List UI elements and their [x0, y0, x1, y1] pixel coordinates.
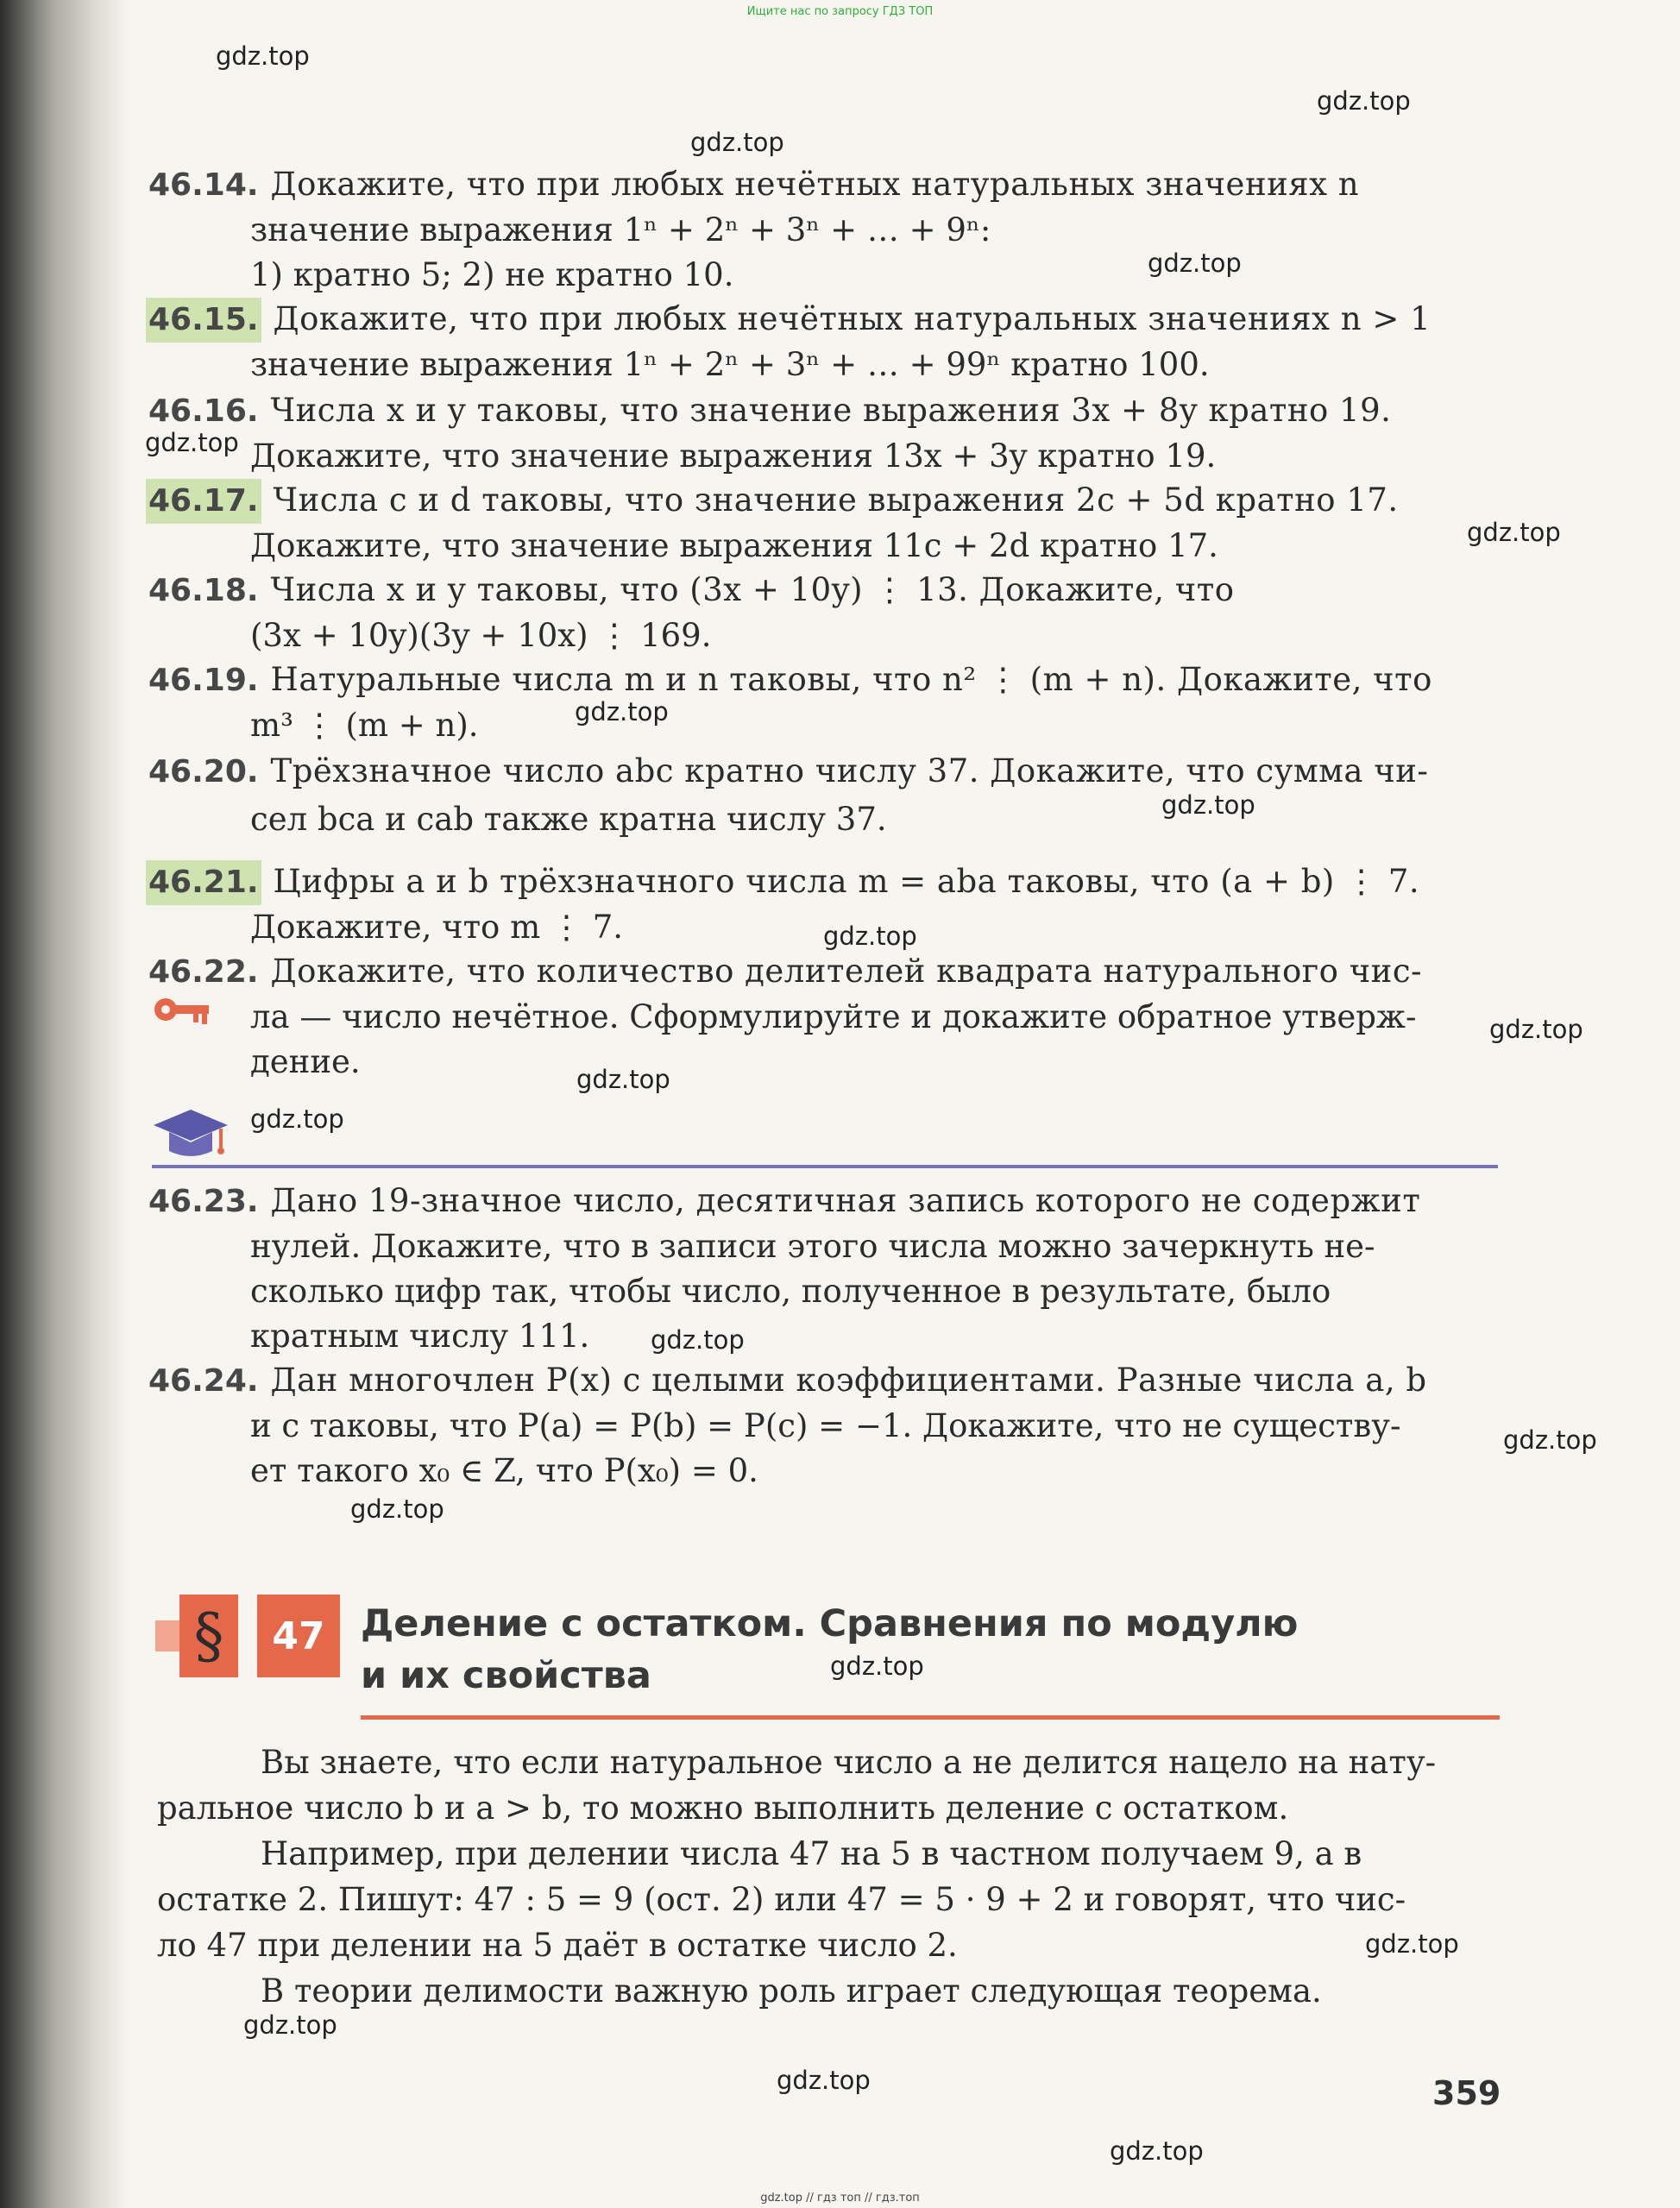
- problem-number: 46.18.: [148, 573, 259, 608]
- problem-46-18: [148, 568, 1516, 658]
- paragraph-line: В теории делимости важную роль играет следующая теорема.: [261, 1972, 1322, 2010]
- problem-text: Докажите, что при любых нечётных натуральных значениях n > 1: [273, 300, 1431, 337]
- problem-text: m³ ⋮ (m + n).: [250, 707, 479, 744]
- problem-46-19: [148, 657, 1516, 748]
- problem-text: Докажите, что m ⋮ 7.: [250, 909, 624, 946]
- problem-number: 46.23.: [148, 1184, 259, 1219]
- problem-text: Числа c и d таковы, что значение выражения 2c + 5d кратно 17.: [273, 481, 1399, 519]
- problem-text: кратным числу 111.: [250, 1318, 590, 1355]
- problem-text: сколько цифр так, чтобы число, полученное в результате, было: [250, 1273, 1331, 1310]
- section-title-line: Деление с остатком. Сравнения по модулю: [361, 1602, 1299, 1645]
- problem-46-22: [148, 949, 1516, 1085]
- watermark: gdz.top: [1365, 1929, 1459, 1959]
- problem-text: Числа x и y таковы, что значение выражения 3x + 8y кратно 19.: [270, 392, 1392, 429]
- problem-46-16: [148, 388, 1516, 479]
- problem-text: Докажите, что при любых нечётных натуральных значениях n: [270, 166, 1360, 203]
- problem-text: Цифры a и b трёхзначного числа m = aba таковы, что (a + b) ⋮ 7.: [273, 863, 1420, 900]
- problem-46-14: [148, 162, 1516, 298]
- problem-number: 46.14.: [148, 167, 259, 203]
- problem-number: 46.16.: [148, 393, 259, 429]
- problem-46-23: [148, 1179, 1516, 1359]
- problem-text: и c таковы, что P(a) = P(b) = P(c) = −1. Докажите, что не существу-: [250, 1407, 1401, 1444]
- key-icon: [152, 991, 211, 1029]
- problem-number: 46.19.: [148, 663, 259, 698]
- problem-text: Докажите, что значение выражения 13x + 3y кратно 19.: [250, 437, 1217, 475]
- problem-text: (3x + 10y)(3y + 10x) ⋮ 169.: [250, 617, 712, 654]
- problem-text: Числа x и y таковы, что (3x + 10y) ⋮ 13. Докажите, что: [270, 571, 1235, 608]
- problem-number: 46.22.: [148, 954, 259, 990]
- problem-number: 46.21.: [146, 860, 261, 905]
- header-note: Ищите нас по запросу ГДЗ ТОП: [746, 5, 934, 18]
- problem-46-20: [148, 749, 1516, 845]
- watermark: gdz.top: [1503, 1425, 1597, 1455]
- paragraph-2: [157, 1831, 1503, 1968]
- section-title: [361, 1598, 1482, 1702]
- watermark: gdz.top: [1161, 790, 1255, 820]
- watermark: gdz.top: [1110, 2136, 1204, 2166]
- problem-text: Трёхзначное число abc кратно числу 37. Докажите, что сумма чи-: [270, 752, 1429, 789]
- watermark: gdz.top: [777, 2066, 871, 2095]
- paragraph-line: ральное число b и a > b, то можно выполнить деление с остатком.: [157, 1790, 1289, 1827]
- problem-text: значение выражения 1ⁿ + 2ⁿ + 3ⁿ + … + 9ⁿ:: [250, 211, 991, 248]
- watermark: gdz.top: [350, 1494, 444, 1524]
- watermark: gdz.top: [690, 128, 784, 157]
- section-number: 47: [257, 1595, 340, 1677]
- problem-46-24: [148, 1358, 1516, 1494]
- paragraph-line: Вы знаете, что если натуральное число a не делится нацело на нату-: [261, 1744, 1437, 1781]
- problem-text: значение выражения 1ⁿ + 2ⁿ + 3ⁿ + … + 99ⁿ кратно 100.: [250, 346, 1210, 383]
- watermark: gdz.top: [1317, 86, 1411, 116]
- advanced-problems-divider: [152, 1165, 1498, 1168]
- problem-text: ет такого x₀ ∈ Z, что P(x₀) = 0.: [250, 1452, 758, 1489]
- watermark: gdz.top: [216, 41, 310, 71]
- problem-text: Натуральные числа m и n таковы, что n² ⋮ (m + n). Докажите, что: [270, 661, 1432, 698]
- watermark: gdz.top: [1467, 518, 1561, 547]
- problem-text: Дано 19-значное число, десятичная запись которого не содержит: [270, 1182, 1421, 1219]
- problem-number: 46.15.: [146, 298, 261, 343]
- problem-number: 46.17.: [146, 479, 261, 524]
- problem-46-17: [148, 478, 1516, 569]
- watermark: gdz.top: [1489, 1015, 1583, 1044]
- problem-text: Докажите, что значение выражения 11c + 2d кратно 17.: [250, 527, 1218, 564]
- section-mark-icon: [155, 1595, 238, 1677]
- watermark: gdz.top: [830, 1651, 924, 1681]
- problem-text: Докажите, что количество делителей квадрата натурального чис-: [270, 953, 1423, 990]
- watermark: gdz.top: [576, 1065, 670, 1094]
- book-binding-shadow: [0, 0, 129, 2208]
- watermark: gdz.top: [823, 922, 917, 951]
- problem-number: 46.24.: [148, 1363, 259, 1399]
- page-number: 359: [1432, 2074, 1501, 2112]
- paragraph-line: Например, при делении числа 47 на 5 в частном получаем 9, а в: [261, 1835, 1362, 1872]
- paragraph-3: [157, 1968, 1503, 2014]
- problem-text: сел bca и cab также кратна числу 37.: [250, 801, 887, 838]
- section-title-underline: [361, 1715, 1500, 1720]
- problem-46-15: [148, 297, 1516, 387]
- problem-text: ла — число нечётное. Сформулируйте и докажите обратное утверж-: [250, 998, 1417, 1035]
- problem-text: Дан многочлен P(x) с целыми коэффициентами. Разные числа a, b: [270, 1362, 1427, 1399]
- section-title-line: и их свойства: [361, 1654, 651, 1697]
- watermark: gdz.top: [651, 1325, 745, 1355]
- watermark: gdz.top: [243, 2010, 337, 2040]
- footer-note: gdz.top // гдз топ // гдз.топ: [760, 2192, 920, 2205]
- graduation-cap-icon: [152, 1104, 230, 1165]
- watermark: gdz.top: [575, 697, 669, 727]
- paragraph-1: [157, 1739, 1503, 1831]
- paragraph-line: ло 47 при делении на 5 даёт в остатке число 2.: [157, 1927, 958, 1964]
- problem-text: дение.: [250, 1043, 361, 1080]
- paragraph-line: остатке 2. Пишут: 47 : 5 = 9 (ост. 2) или 47 = 5 · 9 + 2 и говорят, что чис-: [157, 1881, 1406, 1918]
- problem-number: 46.20.: [148, 754, 259, 789]
- watermark: gdz.top: [1148, 248, 1242, 278]
- section-symbol: §: [193, 1601, 224, 1671]
- watermark: gdz.top: [250, 1104, 344, 1134]
- problem-text: нулей. Докажите, что в записи этого числа можно зачеркнуть не-: [250, 1228, 1375, 1265]
- problem-text: 1) кратно 5; 2) не кратно 10.: [250, 256, 734, 293]
- watermark: gdz.top: [145, 428, 239, 457]
